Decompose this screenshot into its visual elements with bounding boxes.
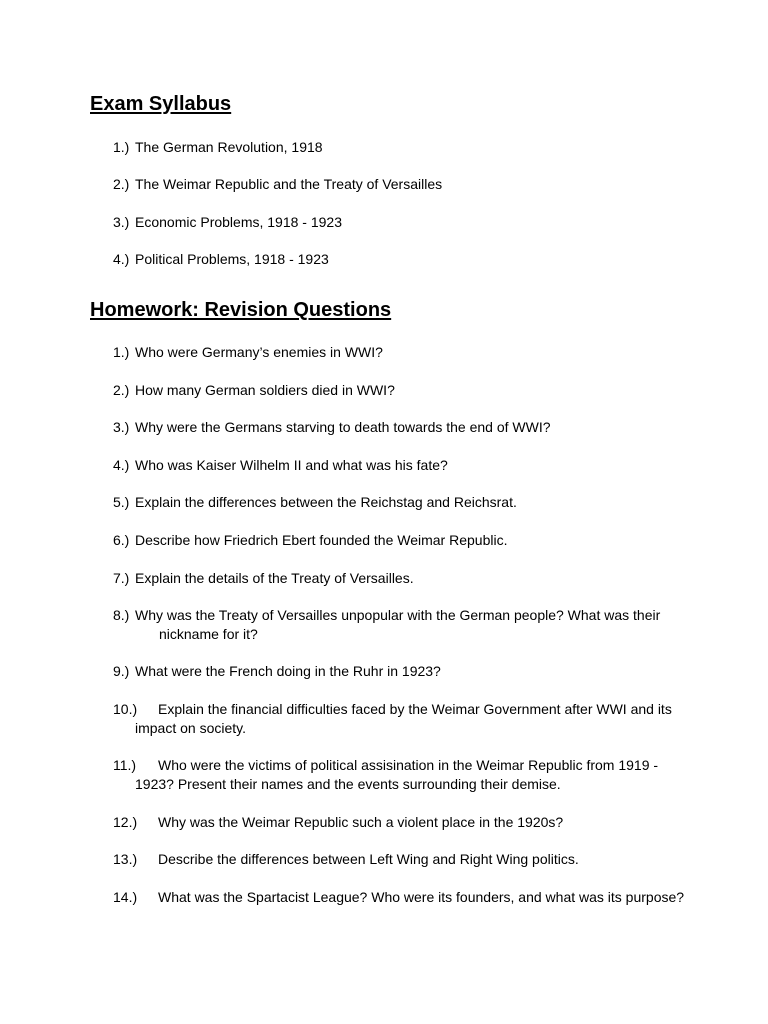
item-number: 7.) [113, 570, 130, 586]
question-item [113, 813, 693, 832]
item-text-block [135, 756, 693, 794]
item-number: 5.) [113, 494, 130, 510]
item-number: 10.) [113, 701, 138, 717]
item-text: Who were the victims of political assisination in the Weimar Republic from 1919 - [158, 757, 659, 773]
homework-heading: Homework: Revision Questions [90, 299, 392, 321]
question-item [113, 531, 713, 550]
question-item [113, 700, 693, 738]
item-text: Why was the Treaty of Versailles unpopular with the German people? What was their [135, 607, 661, 623]
item-number: 6.) [113, 532, 130, 548]
question-item [113, 662, 713, 681]
item-text: What was the Spartacist League? Who were its founders, and what was its purpose? [158, 889, 685, 905]
question-item [113, 569, 713, 588]
question-item [113, 381, 713, 400]
item-number: 14.) [113, 889, 138, 905]
item-number: 13.) [113, 851, 138, 867]
item-text: Political Problems, 1918 - 1923 [135, 251, 329, 267]
item-text-block [135, 700, 693, 738]
item-number: 2.) [113, 176, 130, 192]
question-item [113, 456, 713, 475]
item-text-block [135, 606, 675, 644]
item-text: Explain the differences between the Reichstag and Reichsrat. [135, 494, 517, 510]
syllabus-item [113, 175, 713, 194]
item-text-continued: impact on society. [135, 720, 247, 736]
item-text: The German Revolution, 1918 [135, 139, 323, 155]
question-item [113, 606, 673, 644]
syllabus-item [113, 138, 713, 157]
item-text: Describe how Friedrich Ebert founded the Weimar Republic. [135, 532, 508, 548]
item-number: 2.) [113, 382, 130, 398]
question-item [113, 888, 693, 907]
item-text-continued: 1923? Present their names and the events surrounding their demise. [135, 776, 561, 792]
item-number: 11.) [113, 757, 137, 773]
syllabus-item [113, 213, 713, 232]
item-number: 4.) [113, 251, 130, 267]
item-text: Who was Kaiser Wilhelm II and what was his fate? [135, 457, 448, 473]
item-text: Explain the details of the Treaty of Versailles. [135, 570, 414, 586]
exam-syllabus-heading: Exam Syllabus [90, 93, 232, 115]
item-number: 4.) [113, 457, 130, 473]
item-text: Why were the Germans starving to death towards the end of WWI? [135, 419, 551, 435]
item-text-continued: nickname for it? [159, 626, 258, 642]
question-item [113, 850, 693, 869]
item-text: How many German soldiers died in WWI? [135, 382, 395, 398]
item-number: 3.) [113, 214, 130, 230]
item-number: 1.) [113, 139, 130, 155]
item-number: 3.) [113, 419, 130, 435]
item-text: Economic Problems, 1918 - 1923 [135, 214, 342, 230]
item-text: Explain the financial difficulties faced by the Weimar Government after WWI and its [158, 701, 672, 717]
item-number: 12.) [113, 814, 138, 830]
item-text: What were the French doing in the Ruhr in 1923? [135, 663, 441, 679]
question-item [113, 418, 713, 437]
syllabus-item [113, 250, 713, 269]
question-item [113, 756, 693, 794]
item-text: Describe the differences between Left Wing and Right Wing politics. [158, 851, 579, 867]
question-item [113, 343, 713, 362]
question-item [113, 493, 713, 512]
item-text: Why was the Weimar Republic such a violent place in the 1920s? [158, 814, 564, 830]
item-text: The Weimar Republic and the Treaty of Versailles [135, 176, 443, 192]
item-number: 9.) [113, 663, 130, 679]
item-number: 1.) [113, 344, 130, 360]
item-text: Who were Germany’s enemies in WWI? [135, 344, 383, 360]
item-number: 8.) [113, 607, 130, 623]
